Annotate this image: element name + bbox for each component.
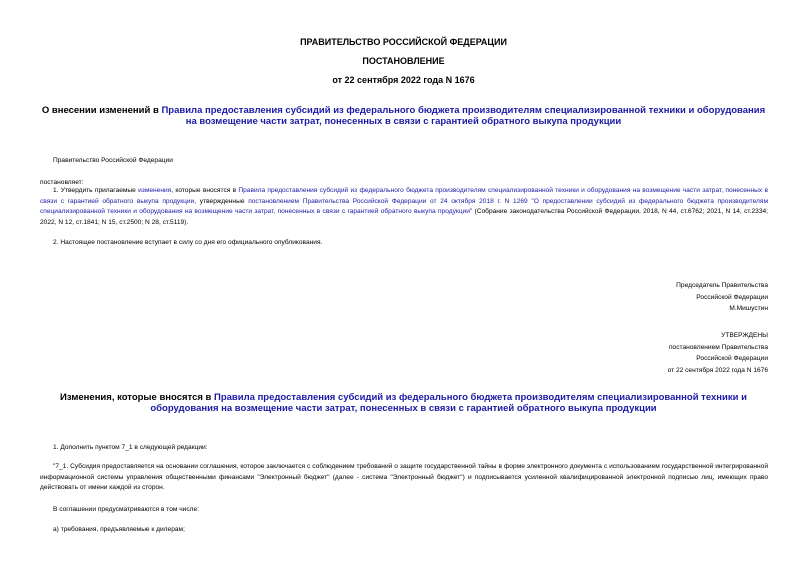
changes-link[interactable]: изменения xyxy=(138,187,172,194)
rules-link-3[interactable]: Правила предоставления субсидий из федерального бюджета производителям специализированной техники и оборудования на возмещение части затрат, понесенных в связи с гарантией обратного выкупа продукции xyxy=(150,392,747,414)
rules-link[interactable]: Правила предоставления субсидий из федерального бюджета производителям специализированной техники и оборудования на возмещение части затрат, понесенных в связи с гарантией обратного выкупа продукции xyxy=(161,105,766,127)
document-title xyxy=(40,105,767,127)
changes-item-1: 1. Дополнить пунктом 7_1 в следующей редакции: xyxy=(53,444,208,451)
changes-quote: "7_1. Субсидия предоставляется на основании соглашения, которое заключается с соблюдением требований о защите государственной тайны в форме электронного документа с использованием государственной интегрированной информационной системы управления общественными финансами "Электронный бюджет" (далее - система "Электронный бюджет") и подписывается усиленной квалифицированной электронной подписью лиц, имеющих право действовать от имени каждой из сторон. xyxy=(40,463,768,491)
decides-text: постановляет: xyxy=(40,179,84,186)
item-1-text-a: 1. Утвердить прилагаемые xyxy=(53,187,139,194)
signature-line-3: М.Мишустин xyxy=(729,305,768,312)
signature-block xyxy=(676,280,768,315)
signature-line-2: Российской Федерации xyxy=(696,293,768,301)
changes-title-prefix: Изменения, которые вносятся в xyxy=(60,392,215,403)
approved-line-2: постановлением Правительства xyxy=(668,343,768,351)
document-type: ПОСТАНОВЛЕНИЕ xyxy=(362,56,445,66)
changes-title xyxy=(40,392,767,414)
government-heading: ПРАВИТЕЛЬСТВО РОССИЙСКОЙ ФЕДЕРАЦИИ xyxy=(300,37,507,47)
date-number: от 22 сентября 2022 года N 1676 xyxy=(332,75,475,85)
item-2-text: 2. Настоящее постановление вступает в силу со дня его официального опубликования. xyxy=(53,239,323,246)
item-1-text-b: , которые вносятся в xyxy=(171,187,239,194)
sub-item-a: а) требования, предъявляемые к дилерам; xyxy=(53,526,185,533)
approved-line-1: УТВЕРЖДЕНЫ xyxy=(721,332,768,339)
title-prefix: О внесении изменений в xyxy=(41,105,162,116)
resolution-link[interactable]: постановлением Правительства Российской Федерации от 24 октября 2018 г. N 1269 "О предоставлении субсидий из федерального бюджета производителям специализированной техники и оборудования на возмещение части затрат, понесенных в связи с гарантией обратного выкупа продукции" xyxy=(40,197,768,215)
item-1-text-d: (Собрание законодательства Российской Федерации, 2018, N 44, ст.6762; 2021, N 14, ст.2334; 2022, N 12, ст.1841; N 15, ст.2500; N 28, ст.5119). xyxy=(40,208,768,226)
item-1-paragraph xyxy=(40,186,768,228)
approved-line-3: Российской Федерации xyxy=(696,355,768,362)
approved-line-4: от 22 сентября 2022 года N 1676 xyxy=(667,366,768,374)
rules-link-2[interactable]: Правила предоставления субсидий из федерального бюджета производителям специализированной техники и оборудования на возмещение части затрат, понесенных в связи с гарантией обратного выкупа продукции xyxy=(40,187,768,205)
item-1-text-c: , утвержденные xyxy=(194,197,249,205)
signature-line-1: Председатель Правительства xyxy=(676,282,768,289)
intro-text: Правительство Российской Федерации xyxy=(53,157,173,164)
approved-block xyxy=(668,330,768,376)
agreement-text: В соглашении предусматриваются в том числе: xyxy=(53,506,200,513)
